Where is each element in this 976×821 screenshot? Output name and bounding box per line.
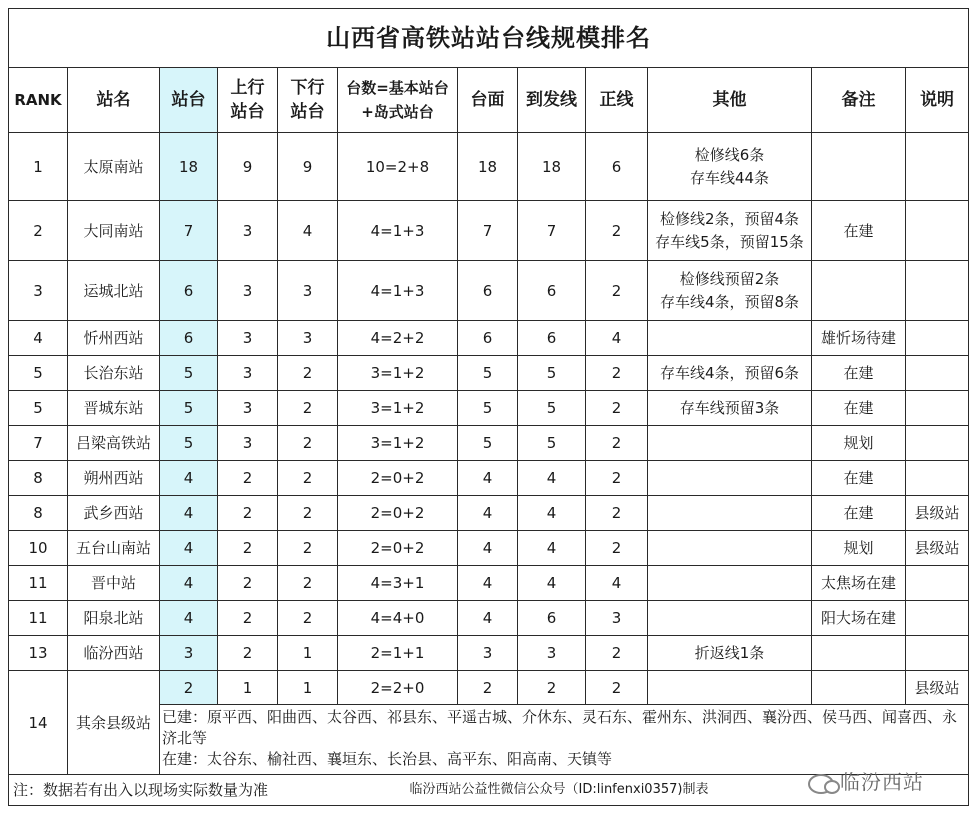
other-line-1: 检修线预留2条 bbox=[679, 269, 780, 288]
arrival-cell: 6 bbox=[518, 601, 586, 636]
other-cell bbox=[648, 566, 812, 601]
faces-cell: 4 bbox=[458, 601, 518, 636]
remark-cell: 雄忻场待建 bbox=[812, 321, 906, 356]
note-cell bbox=[906, 356, 969, 391]
footer-credit-text: 临汾西站公益性微信公众号（ID:linfenxi0357)制表 bbox=[409, 782, 709, 797]
rank-cell: 4 bbox=[9, 321, 68, 356]
faces-cell: 3 bbox=[458, 636, 518, 671]
down-cell: 2 bbox=[278, 566, 338, 601]
rank-cell: 3 bbox=[9, 261, 68, 321]
header-name: 站名 bbox=[68, 68, 160, 133]
table-row bbox=[9, 461, 969, 496]
up-cell: 9 bbox=[218, 133, 278, 201]
main-line-cell: 2 bbox=[586, 426, 648, 461]
header-note: 说明 bbox=[906, 68, 969, 133]
note-cell bbox=[906, 321, 969, 356]
formula-cell: 3=1+2 bbox=[338, 356, 458, 391]
rank-cell: 5 bbox=[9, 391, 68, 426]
platforms-cell: 4 bbox=[160, 496, 218, 531]
other-line-1: 检修线2条，预留4条 bbox=[659, 209, 800, 228]
station-name-cell: 长治东站 bbox=[68, 356, 160, 391]
main-line-cell: 2 bbox=[586, 636, 648, 671]
up-cell: 2 bbox=[218, 566, 278, 601]
platforms-cell: 6 bbox=[160, 321, 218, 356]
up-cell: 1 bbox=[218, 671, 278, 705]
ranking-table bbox=[8, 8, 969, 806]
main-line-cell: 2 bbox=[586, 671, 648, 705]
main-line-cell: 4 bbox=[586, 321, 648, 356]
remark-cell: 在建 bbox=[812, 391, 906, 426]
remark-cell bbox=[812, 261, 906, 321]
header-platforms: 站台 bbox=[160, 68, 218, 133]
down-cell: 4 bbox=[278, 201, 338, 261]
rank-cell: 10 bbox=[9, 531, 68, 566]
station-name-cell: 武乡西站 bbox=[68, 496, 160, 531]
main-line-cell: 6 bbox=[586, 133, 648, 201]
faces-cell: 4 bbox=[458, 496, 518, 531]
up-cell: 2 bbox=[218, 601, 278, 636]
table-row bbox=[9, 531, 969, 566]
down-cell: 9 bbox=[278, 133, 338, 201]
rank-cell: 8 bbox=[9, 461, 68, 496]
main-line-cell: 2 bbox=[586, 461, 648, 496]
remark-cell bbox=[812, 671, 906, 705]
arrival-cell: 6 bbox=[518, 261, 586, 321]
platforms-cell: 2 bbox=[160, 671, 218, 705]
built-stations: 已建：原平西、阳曲西、太谷西、祁县东、平遥古城、介休东、灵石东、霍州东、洪洞西、襄汾西、侯马西、闻喜西、永济北等 bbox=[162, 708, 958, 747]
header-rank: RANK bbox=[9, 68, 68, 133]
main-line-cell: 3 bbox=[586, 601, 648, 636]
faces-cell: 4 bbox=[458, 566, 518, 601]
formula-cell: 2=1+1 bbox=[338, 636, 458, 671]
rank-cell: 8 bbox=[9, 496, 68, 531]
other-line-2: 存车线4条，预留8条 bbox=[659, 292, 800, 311]
table-row bbox=[9, 133, 969, 201]
faces-cell: 5 bbox=[458, 391, 518, 426]
station-name-cell: 朔州西站 bbox=[68, 461, 160, 496]
note-cell: 县级站 bbox=[906, 496, 969, 531]
table-row bbox=[9, 636, 969, 671]
arrival-cell: 4 bbox=[518, 531, 586, 566]
faces-cell: 6 bbox=[458, 321, 518, 356]
header-down: 下行站台 bbox=[278, 68, 338, 133]
arrival-cell: 4 bbox=[518, 461, 586, 496]
down-cell: 2 bbox=[278, 356, 338, 391]
note-cell bbox=[906, 461, 969, 496]
arrival-cell: 2 bbox=[518, 671, 586, 705]
station-name-cell: 阳泉北站 bbox=[68, 601, 160, 636]
header-main: 正线 bbox=[586, 68, 648, 133]
note-cell bbox=[906, 426, 969, 461]
faces-cell: 2 bbox=[458, 671, 518, 705]
main-line-cell: 2 bbox=[586, 201, 648, 261]
main-line-cell: 2 bbox=[586, 496, 648, 531]
up-cell: 2 bbox=[218, 496, 278, 531]
other-cell bbox=[648, 461, 812, 496]
table-row bbox=[9, 356, 969, 391]
formula-cell: 10=2+8 bbox=[338, 133, 458, 201]
main-line-cell: 2 bbox=[586, 356, 648, 391]
down-cell: 2 bbox=[278, 426, 338, 461]
other-line-2: 存车线44条 bbox=[689, 168, 770, 187]
other-cell bbox=[648, 426, 812, 461]
rank-cell: 5 bbox=[9, 356, 68, 391]
formula-cell: 3=1+2 bbox=[338, 391, 458, 426]
platforms-cell: 4 bbox=[160, 461, 218, 496]
main-line-cell: 2 bbox=[586, 261, 648, 321]
other-cell bbox=[648, 201, 812, 261]
wechat-icon bbox=[808, 774, 834, 794]
station-name-cell: 其余县级站 bbox=[68, 671, 160, 775]
up-cell: 3 bbox=[218, 261, 278, 321]
station-name-cell: 忻州西站 bbox=[68, 321, 160, 356]
arrival-cell: 7 bbox=[518, 201, 586, 261]
up-cell: 3 bbox=[218, 321, 278, 356]
footer-note: 注：数据若有出入以现场实际数量为准 bbox=[9, 775, 338, 806]
platforms-cell: 3 bbox=[160, 636, 218, 671]
remark-cell: 在建 bbox=[812, 356, 906, 391]
down-cell: 3 bbox=[278, 261, 338, 321]
other-cell: 折返线1条 bbox=[648, 636, 812, 671]
table-row bbox=[9, 261, 969, 321]
other-line-2: 存车线5条，预留15条 bbox=[655, 232, 804, 251]
formula-cell: 2=0+2 bbox=[338, 496, 458, 531]
note-cell bbox=[906, 261, 969, 321]
down-cell: 3 bbox=[278, 321, 338, 356]
station-name-cell: 临汾西站 bbox=[68, 636, 160, 671]
table-row bbox=[9, 601, 969, 636]
building-stations: 在建：太谷东、榆社西、襄垣东、长治县、高平东、阳高南、天镇等 bbox=[162, 750, 613, 768]
platforms-cell: 5 bbox=[160, 391, 218, 426]
remark-cell: 在建 bbox=[812, 201, 906, 261]
note-cell bbox=[906, 636, 969, 671]
down-cell: 2 bbox=[278, 496, 338, 531]
table-row bbox=[9, 566, 969, 601]
rank-cell: 7 bbox=[9, 426, 68, 461]
remark-cell bbox=[812, 133, 906, 201]
station-name-cell: 运城北站 bbox=[68, 261, 160, 321]
ranking-sheet bbox=[8, 8, 968, 808]
other-cell bbox=[648, 133, 812, 201]
down-cell: 2 bbox=[278, 461, 338, 496]
up-cell: 2 bbox=[218, 636, 278, 671]
main-line-cell: 4 bbox=[586, 566, 648, 601]
other-cell: 存车线预留3条 bbox=[648, 391, 812, 426]
watermark bbox=[808, 766, 924, 795]
faces-cell: 5 bbox=[458, 356, 518, 391]
platforms-cell: 4 bbox=[160, 601, 218, 636]
rank-cell: 14 bbox=[9, 671, 68, 775]
faces-cell: 5 bbox=[458, 426, 518, 461]
county-row bbox=[9, 671, 969, 705]
down-cell: 1 bbox=[278, 636, 338, 671]
formula-cell: 2=0+2 bbox=[338, 461, 458, 496]
table-row bbox=[9, 496, 969, 531]
other-cell: 存车线4条，预留6条 bbox=[648, 356, 812, 391]
station-name-cell: 晋城东站 bbox=[68, 391, 160, 426]
remark-cell: 太焦场在建 bbox=[812, 566, 906, 601]
table-row bbox=[9, 201, 969, 261]
header-formula: 台数=基本站台+岛式站台 bbox=[338, 68, 458, 133]
other-line-1: 检修线6条 bbox=[694, 145, 765, 164]
station-name-cell: 五台山南站 bbox=[68, 531, 160, 566]
header-other: 其他 bbox=[648, 68, 812, 133]
header-faces: 台面 bbox=[458, 68, 518, 133]
note-cell bbox=[906, 201, 969, 261]
other-cell bbox=[648, 261, 812, 321]
county-station-list bbox=[160, 705, 969, 775]
note-cell: 县级站 bbox=[906, 671, 969, 705]
formula-cell: 4=1+3 bbox=[338, 261, 458, 321]
station-name-cell: 吕梁高铁站 bbox=[68, 426, 160, 461]
remark-cell: 在建 bbox=[812, 461, 906, 496]
arrival-cell: 5 bbox=[518, 426, 586, 461]
down-cell: 2 bbox=[278, 531, 338, 566]
other-cell bbox=[648, 531, 812, 566]
platforms-cell: 5 bbox=[160, 426, 218, 461]
rank-cell: 11 bbox=[9, 566, 68, 601]
header-arrival: 到发线 bbox=[518, 68, 586, 133]
arrival-cell: 4 bbox=[518, 566, 586, 601]
platforms-cell: 7 bbox=[160, 201, 218, 261]
formula-cell: 2=2+0 bbox=[338, 671, 458, 705]
table-row bbox=[9, 391, 969, 426]
remark-cell bbox=[812, 636, 906, 671]
arrival-cell: 5 bbox=[518, 391, 586, 426]
up-cell: 3 bbox=[218, 356, 278, 391]
faces-cell: 4 bbox=[458, 461, 518, 496]
arrival-cell: 5 bbox=[518, 356, 586, 391]
station-name-cell: 晋中站 bbox=[68, 566, 160, 601]
station-name-cell: 太原南站 bbox=[68, 133, 160, 201]
rank-cell: 2 bbox=[9, 201, 68, 261]
up-cell: 3 bbox=[218, 391, 278, 426]
main-line-cell: 2 bbox=[586, 531, 648, 566]
rank-cell: 13 bbox=[9, 636, 68, 671]
table-row bbox=[9, 426, 969, 461]
arrival-cell: 6 bbox=[518, 321, 586, 356]
table-title: 山西省高铁站站台线规模排名 bbox=[9, 9, 969, 68]
faces-cell: 18 bbox=[458, 133, 518, 201]
table-row bbox=[9, 321, 969, 356]
remark-cell: 规划 bbox=[812, 426, 906, 461]
arrival-cell: 18 bbox=[518, 133, 586, 201]
platforms-cell: 4 bbox=[160, 566, 218, 601]
formula-cell: 4=1+3 bbox=[338, 201, 458, 261]
up-cell: 3 bbox=[218, 426, 278, 461]
remark-cell: 在建 bbox=[812, 496, 906, 531]
faces-cell: 7 bbox=[458, 201, 518, 261]
rank-cell: 11 bbox=[9, 601, 68, 636]
formula-cell: 4=4+0 bbox=[338, 601, 458, 636]
down-cell: 1 bbox=[278, 671, 338, 705]
faces-cell: 6 bbox=[458, 261, 518, 321]
faces-cell: 4 bbox=[458, 531, 518, 566]
station-name-cell: 大同南站 bbox=[68, 201, 160, 261]
note-cell bbox=[906, 133, 969, 201]
other-cell bbox=[648, 321, 812, 356]
platforms-cell: 5 bbox=[160, 356, 218, 391]
header-row bbox=[9, 68, 969, 133]
formula-cell: 4=3+1 bbox=[338, 566, 458, 601]
rank-cell: 1 bbox=[9, 133, 68, 201]
other-cell bbox=[648, 496, 812, 531]
note-cell bbox=[906, 391, 969, 426]
platforms-cell: 18 bbox=[160, 133, 218, 201]
watermark-text: 临汾西站 bbox=[840, 770, 924, 794]
main-line-cell: 2 bbox=[586, 391, 648, 426]
down-cell: 2 bbox=[278, 391, 338, 426]
formula-cell: 3=1+2 bbox=[338, 426, 458, 461]
other-cell bbox=[648, 601, 812, 636]
header-up: 上行站台 bbox=[218, 68, 278, 133]
up-cell: 2 bbox=[218, 531, 278, 566]
arrival-cell: 3 bbox=[518, 636, 586, 671]
up-cell: 2 bbox=[218, 461, 278, 496]
formula-cell: 2=0+2 bbox=[338, 531, 458, 566]
up-cell: 3 bbox=[218, 201, 278, 261]
header-remark: 备注 bbox=[812, 68, 906, 133]
remark-cell: 规划 bbox=[812, 531, 906, 566]
remark-cell: 阳大场在建 bbox=[812, 601, 906, 636]
note-cell bbox=[906, 601, 969, 636]
platforms-cell: 6 bbox=[160, 261, 218, 321]
note-cell: 县级站 bbox=[906, 531, 969, 566]
platforms-cell: 4 bbox=[160, 531, 218, 566]
note-cell bbox=[906, 566, 969, 601]
down-cell: 2 bbox=[278, 601, 338, 636]
arrival-cell: 4 bbox=[518, 496, 586, 531]
formula-cell: 4=2+2 bbox=[338, 321, 458, 356]
other-cell bbox=[648, 671, 812, 705]
